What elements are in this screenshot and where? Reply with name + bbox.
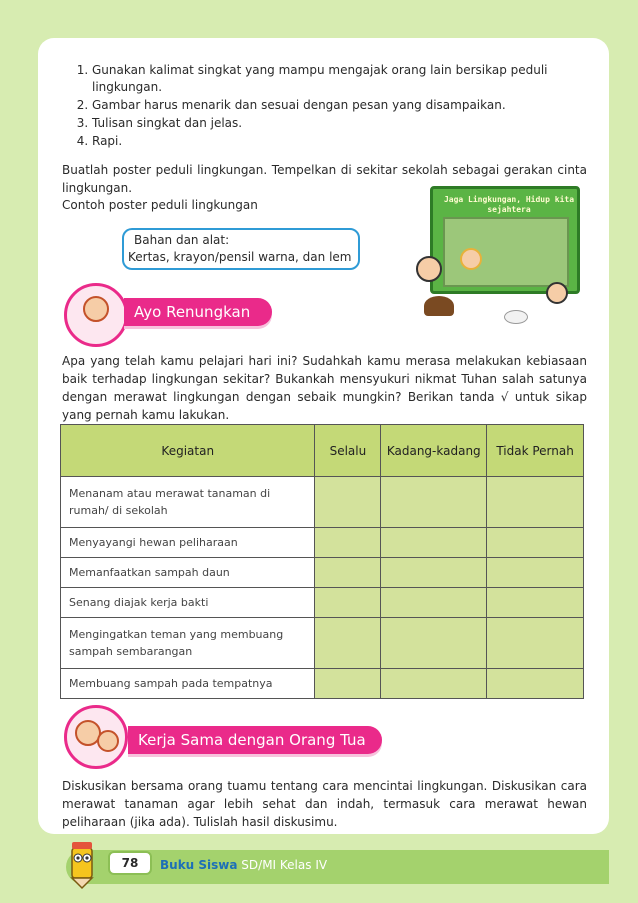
rule-item: 1. Gunakan kalimat singkat yang mampu mengajak orang lain bersikap peduli lingkungan. <box>92 62 568 96</box>
check-cell[interactable] <box>315 477 381 528</box>
pencil-mascot-icon <box>60 838 104 890</box>
table-header: Selalu <box>315 425 381 477</box>
discussion-text: Diskusikan bersama orang tuamu tentang cara mencintai lingkungan. Diskusikan cara merawat tanaman agar lebih sehat dan indah, termasuk cara merawat hewan peliharaan (jika ada). Tulislah hasil diskusimu. <box>62 779 587 829</box>
child-figure <box>460 248 482 270</box>
poster-title: Jaga Lingkungan, Hidup kita sejahtera <box>443 195 575 214</box>
activity-cell: Menanam atau merawat tanaman di rumah/ di sekolah <box>61 477 315 528</box>
book-title: Buku Siswa <box>160 858 238 872</box>
activity-cell: Memanfaatkan sampah daun <box>61 558 315 588</box>
table-header: Kadang-kadang <box>381 425 487 477</box>
activity-table <box>60 424 584 699</box>
check-cell[interactable] <box>315 528 381 558</box>
check-cell[interactable] <box>487 618 584 669</box>
table-row <box>61 477 584 528</box>
table-row <box>61 558 584 588</box>
check-cell[interactable] <box>381 618 487 669</box>
section-title-orang-tua: Kerja Sama dengan Orang Tua <box>128 726 382 754</box>
table-header: Tidak Pernah <box>487 425 584 477</box>
instruction-text: Buatlah poster peduli lingkungan. Tempelkan di sekitar sekolah sebagai gerakan cinta lingkungan. <box>62 163 587 195</box>
table-row <box>61 588 584 618</box>
check-cell[interactable] <box>381 558 487 588</box>
book-label <box>160 857 327 873</box>
check-cell[interactable] <box>381 477 487 528</box>
book-grade: SD/MI Kelas IV <box>237 858 328 872</box>
reflection-text: Apa yang telah kamu pelajari hari ini? Sudahkah kamu merasa melakukan kebiasaan baik terhadap lingkungan sekitar? Bukankah mensyukuri nikmat Tuhan salah satunya dengan merawat lingkungan dengan sebaik mungkin? Berikan tanda √ untuk sikap yang pernah kamu lakukan. <box>62 354 587 422</box>
table-header: Kegiatan <box>61 425 315 477</box>
poster-board <box>430 186 580 294</box>
child-figure <box>546 282 568 304</box>
activity-cell: Senang diajak kerja bakti <box>61 588 315 618</box>
check-cell[interactable] <box>381 669 487 699</box>
child-figure <box>416 256 442 282</box>
example-label: Contoh poster peduli lingkungan <box>62 198 258 212</box>
plant-pot <box>424 296 454 316</box>
page-number: 78 <box>108 851 152 875</box>
materials-items: Kertas, krayon/pensil warna, dan lem <box>128 250 352 264</box>
reflection-icon <box>64 283 128 347</box>
activity-cell: Mengingatkan teman yang membuang sampah sembarangan <box>61 618 315 669</box>
check-cell[interactable] <box>487 558 584 588</box>
check-cell[interactable] <box>381 528 487 558</box>
girl-face-icon <box>83 296 109 322</box>
child-face-icon <box>97 730 119 752</box>
materials-title: Bahan dan alat: <box>134 233 230 247</box>
family-icon <box>64 705 128 769</box>
rabbit-figure <box>504 310 528 324</box>
check-cell[interactable] <box>487 477 584 528</box>
poster-illustration <box>416 186 584 338</box>
table-row <box>61 618 584 669</box>
materials-box <box>122 228 360 270</box>
check-cell[interactable] <box>315 669 381 699</box>
activity-cell: Membuang sampah pada tempatnya <box>61 669 315 699</box>
check-cell[interactable] <box>487 669 584 699</box>
check-cell[interactable] <box>315 558 381 588</box>
check-cell[interactable] <box>315 618 381 669</box>
rules-list <box>68 62 568 151</box>
check-cell[interactable] <box>487 528 584 558</box>
check-cell[interactable] <box>315 588 381 618</box>
rule-item: 3. Tulisan singkat dan jelas. <box>92 115 568 132</box>
activity-cell: Menyayangi hewan peliharaan <box>61 528 315 558</box>
check-cell[interactable] <box>487 588 584 618</box>
table-row <box>61 528 584 558</box>
rule-item: 4. Rapi. <box>92 133 568 150</box>
check-cell[interactable] <box>381 588 487 618</box>
table-row <box>61 669 584 699</box>
section-title-renungkan: Ayo Renungkan <box>124 298 272 326</box>
rule-item: 2. Gambar harus menarik dan sesuai dengan pesan yang disampaikan. <box>92 97 568 114</box>
